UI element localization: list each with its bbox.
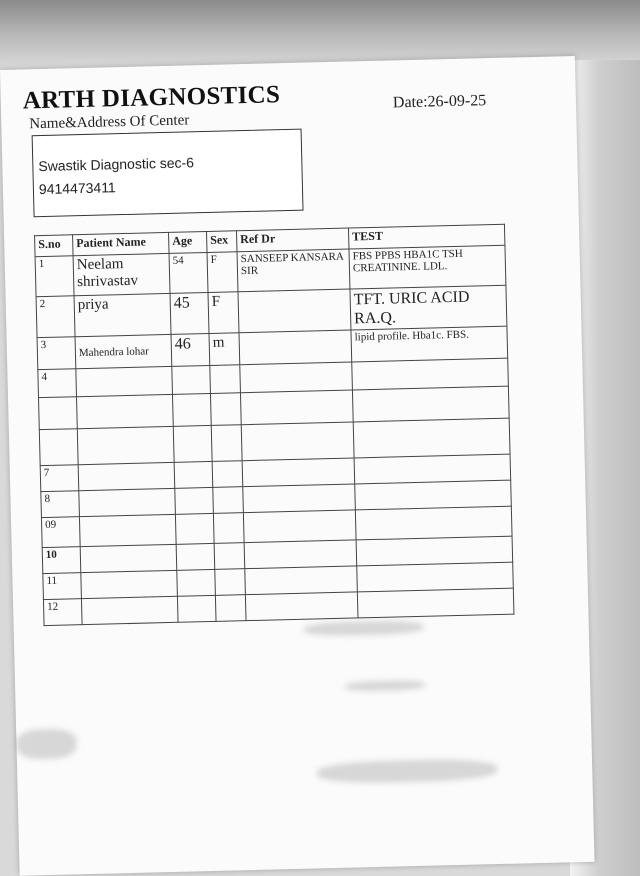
cell-sex — [211, 425, 242, 462]
cell-patient-name — [77, 426, 174, 464]
scan-smudge — [317, 758, 497, 784]
cell-sno: 10 — [42, 547, 81, 574]
document-date: Date:26-09-25 — [392, 92, 487, 112]
cell-test: FBS PPBS HBA1C TSH CREATININE. LDL. — [349, 245, 506, 289]
cell-sno: 8 — [41, 491, 80, 518]
cell-test: TFT. URIC ACID RA.Q. — [350, 285, 507, 330]
cell-sno: 4 — [38, 369, 77, 398]
cell-sex — [213, 513, 244, 544]
cell-age — [173, 425, 212, 462]
cell-ref-dr — [245, 566, 358, 595]
cell-ref-dr — [238, 289, 351, 333]
cell-patient-name — [79, 514, 176, 546]
cell-test — [357, 588, 514, 618]
cell-sno — [39, 429, 78, 466]
cell-sex: m — [209, 333, 240, 366]
cell-age: 54 — [169, 252, 208, 293]
center-phone: 9414473411 — [38, 179, 116, 198]
cell-sex — [215, 595, 246, 622]
cell-sno: 12 — [43, 599, 82, 626]
cell-sex — [210, 393, 241, 426]
cell-sno: 3 — [37, 337, 76, 370]
cell-patient-name — [81, 596, 178, 624]
cell-test — [352, 358, 509, 390]
cell-ref-dr: SANSEEP KANSARA SIR — [237, 249, 350, 292]
patient-table — [34, 224, 514, 626]
cell-sex — [214, 543, 245, 570]
cell-ref-dr — [244, 540, 357, 569]
cell-ref-dr — [243, 484, 356, 513]
cell-patient-name: priya — [74, 293, 171, 336]
cell-ref-dr — [240, 362, 353, 393]
paper-sheet — [0, 56, 595, 876]
cell-patient-name: Neelam shrivastav — [73, 253, 170, 295]
scan-smudge — [304, 620, 424, 637]
cell-test — [355, 480, 512, 510]
cell-sex: F — [208, 292, 239, 334]
column-header-test: TEST — [348, 224, 504, 249]
cell-age: 45 — [170, 292, 209, 334]
cell-sno: 09 — [41, 517, 80, 548]
cell-sno: 2 — [36, 296, 75, 338]
cell-age — [177, 595, 216, 622]
cell-age — [175, 487, 214, 514]
cell-patient-name — [79, 488, 176, 516]
cell-test — [353, 418, 510, 458]
cell-ref-dr — [241, 422, 354, 461]
cell-patient-name — [78, 462, 175, 490]
cell-patient-name — [80, 544, 177, 572]
cell-sex — [215, 569, 246, 596]
scan-smudge — [16, 728, 77, 759]
cell-age — [177, 569, 216, 596]
center-label: Name&Address Of Center — [29, 112, 190, 133]
cell-patient-name — [81, 570, 178, 598]
cell-ref-dr — [245, 592, 358, 621]
cell-test — [352, 386, 509, 422]
cell-age — [174, 461, 213, 488]
cell-age — [175, 513, 214, 544]
cell-age — [176, 543, 215, 570]
column-header-age: Age — [169, 232, 208, 254]
cell-sno: 11 — [43, 573, 82, 600]
cell-patient-name — [77, 394, 174, 428]
cell-age: 46 — [171, 333, 210, 366]
brand-title: ARTH DIAGNOSTICS — [22, 81, 281, 115]
cell-test — [357, 562, 514, 592]
column-header-ref-dr: Ref Dr — [236, 228, 348, 252]
cell-sex — [212, 461, 243, 488]
cell-sno: 7 — [40, 465, 79, 492]
cell-sno: 1 — [35, 256, 74, 297]
center-address-box — [32, 129, 304, 218]
cell-test — [354, 454, 511, 484]
cell-test — [355, 506, 512, 540]
scan-smudge — [345, 680, 425, 692]
column-header-sex: Sex — [207, 231, 238, 253]
cell-age — [172, 365, 211, 394]
cell-sex — [210, 365, 241, 394]
cell-sex — [213, 487, 244, 514]
cell-ref-dr — [240, 390, 353, 425]
cell-age — [172, 393, 211, 426]
column-header-patient-name: Patient Name — [73, 232, 169, 255]
cell-patient-name — [76, 366, 173, 396]
column-header-sno: S.no — [35, 235, 74, 257]
cell-sex: F — [207, 252, 238, 293]
cell-ref-dr — [243, 510, 356, 543]
cell-sno — [39, 397, 78, 430]
cell-test — [356, 536, 513, 566]
cell-test: lipid profile. Hba1c. FBS. — [351, 326, 508, 362]
cell-ref-dr — [242, 458, 355, 487]
center-name: Swastik Diagnostic sec-6 — [38, 154, 195, 175]
cell-patient-name: Mahendra lohar — [75, 334, 172, 368]
cell-ref-dr — [239, 330, 352, 365]
